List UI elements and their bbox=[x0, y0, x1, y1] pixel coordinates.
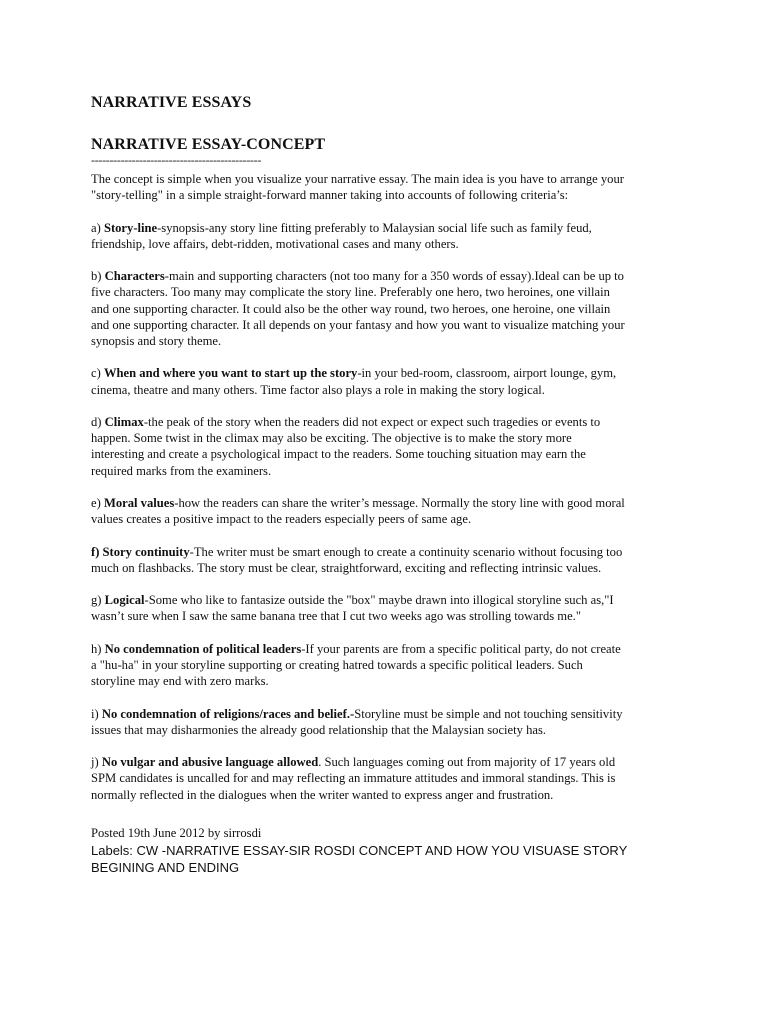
posted-info: Posted 19th June 2012 by sirrosdi bbox=[91, 826, 262, 840]
criteria-text: SPM candidates is uncalled for and may reflecting an immature attitudes and immoral standings. This is bbox=[91, 771, 616, 786]
criteria-line bbox=[91, 641, 691, 657]
criteria-text: required marks from the examiners. bbox=[91, 463, 272, 478]
criteria-line bbox=[91, 317, 691, 333]
criteria-text: -synopsis-any story line fitting preferably to Malaysian social life such as family feud, bbox=[157, 220, 592, 235]
criteria-line bbox=[91, 754, 691, 770]
criteria-line bbox=[91, 430, 691, 446]
intro-line: "story-telling" in a simple straight-forward manner taking into accounts of following criteria’s: bbox=[91, 188, 569, 203]
criteria-line bbox=[91, 608, 691, 624]
criteria-text: and one supporting character. It all depends on your fantasy and how you want to visualize matching your bbox=[91, 317, 625, 332]
criteria-prefix: c) bbox=[91, 366, 104, 381]
labels-line: Labels: CW -NARRATIVE ESSAY-SIR ROSDI CONCEPT AND HOW YOU VISUASE STORY bbox=[91, 843, 628, 858]
criteria-line bbox=[91, 673, 691, 689]
criteria-item bbox=[91, 414, 691, 479]
criteria-prefix: j) bbox=[91, 755, 102, 770]
criteria-line bbox=[91, 414, 691, 430]
criteria-text: interesting and create a psychological impact to the readers. Some touching situation may earn the bbox=[91, 447, 586, 462]
section-title: NARRATIVE ESSAY-CONCEPT bbox=[91, 136, 326, 153]
criteria-item bbox=[91, 592, 691, 624]
criteria-line bbox=[91, 382, 691, 398]
criteria-item bbox=[91, 495, 691, 527]
criteria-heading: No condemnation of political leaders bbox=[104, 641, 302, 656]
criteria-text: -The writer must be smart enough to create a continuity scenario without focusing too bbox=[189, 544, 623, 559]
criteria-text: normally reflected in the dialogues when the writer wanted to express anger and frustration. bbox=[91, 787, 554, 802]
criteria-line bbox=[91, 770, 691, 786]
criteria-text: -main and supporting characters (not too many for a 350 words of essay).Ideal can be up to bbox=[164, 269, 624, 284]
criteria-text: . Such languages coming out from majority of 17 years old bbox=[318, 755, 616, 770]
page-title: NARRATIVE ESSAYS bbox=[91, 94, 252, 111]
criteria-line bbox=[91, 268, 691, 284]
criteria-heading: Logical bbox=[104, 593, 145, 608]
criteria-text: a "hu-ha" in your storyline supporting or creating hatred towards a specific political leaders. Such bbox=[91, 657, 583, 672]
criteria-text: friendship, love affairs, debt-ridden, motivational cases and many others. bbox=[91, 236, 459, 251]
criteria-text: Storyline must be simple and not touching sensitivity bbox=[354, 706, 623, 721]
separator-rule: ---------------------------------------------- bbox=[91, 153, 262, 167]
criteria-heading: Climax bbox=[104, 414, 144, 429]
criteria-prefix: d) bbox=[91, 414, 105, 429]
criteria-text: values creates a positive impact to the readers especially peers of same age. bbox=[91, 512, 472, 527]
criteria-prefix: i) bbox=[91, 706, 102, 721]
criteria-heading: Story-line bbox=[103, 220, 158, 235]
criteria-heading: When and where you want to start up the story bbox=[103, 366, 358, 381]
criteria-text: much on flashbacks. The story must be clear, straightforward, exciting and reflecting intrinsic values. bbox=[91, 560, 602, 575]
criteria-line bbox=[91, 511, 691, 527]
criteria-item bbox=[91, 365, 691, 397]
criteria-line bbox=[91, 544, 691, 560]
criteria-line bbox=[91, 301, 691, 317]
criteria-line bbox=[91, 560, 691, 576]
criteria-line bbox=[91, 787, 691, 803]
criteria-text: five characters. Too many may complicate the story line. Preferably one hero, two heroines, one villain bbox=[91, 285, 610, 300]
criteria-line bbox=[91, 284, 691, 300]
criteria-item bbox=[91, 268, 691, 349]
labels-line: BEGINING AND ENDING bbox=[91, 860, 240, 875]
intro-line: The concept is simple when you visualize your narrative essay. The main idea is you have to arrange your bbox=[91, 172, 624, 186]
criteria-text: -in your bed-room, classroom, airport lounge, gym, bbox=[357, 366, 617, 381]
intro-paragraph bbox=[91, 171, 691, 203]
criteria-prefix: h) bbox=[91, 641, 105, 656]
criteria-heading: Moral values bbox=[103, 495, 175, 510]
criteria-line bbox=[91, 722, 691, 738]
criteria-heading: No condemnation of religions/races and belief.- bbox=[101, 706, 355, 721]
criteria-item bbox=[91, 706, 691, 738]
criteria-prefix: g) bbox=[91, 593, 105, 608]
criteria-line bbox=[91, 333, 691, 349]
criteria-prefix: e) bbox=[91, 495, 104, 510]
criteria-text: -Some who like to fantasize outside the "box" maybe drawn into illogical storyline such as,"I bbox=[144, 593, 614, 608]
criteria-item bbox=[91, 220, 691, 252]
criteria-line bbox=[91, 446, 691, 462]
article-body bbox=[91, 171, 691, 819]
criteria-text: -If your parents are from a specific political party, do not create bbox=[301, 641, 621, 656]
post-footer bbox=[91, 825, 691, 876]
criteria-list bbox=[91, 220, 691, 803]
criteria-text: happen. Some twist in the climax may also be exciting. The objective is to make the story more bbox=[91, 431, 572, 446]
criteria-text: -the peak of the story when the readers did not expect or expect such tragedies or events to bbox=[143, 414, 601, 429]
criteria-line bbox=[91, 365, 691, 381]
criteria-item bbox=[91, 754, 691, 803]
criteria-heading: f) Story continuity bbox=[91, 544, 190, 559]
criteria-line bbox=[91, 706, 691, 722]
criteria-line bbox=[91, 463, 691, 479]
criteria-heading: No vulgar and abusive language allowed bbox=[101, 755, 319, 770]
criteria-line bbox=[91, 495, 691, 511]
criteria-line bbox=[91, 657, 691, 673]
criteria-item bbox=[91, 641, 691, 690]
criteria-line bbox=[91, 592, 691, 608]
criteria-line bbox=[91, 220, 691, 236]
criteria-text: issues that may disharmonies the already good relationship that the Malaysian society has. bbox=[91, 722, 547, 737]
criteria-heading: Characters bbox=[104, 269, 165, 284]
criteria-text: synopsis and story theme. bbox=[91, 334, 222, 348]
criteria-item bbox=[91, 544, 691, 576]
criteria-text: -how the readers can share the writer’s message. Normally the story line with good moral bbox=[174, 495, 625, 510]
criteria-prefix: b) bbox=[91, 269, 105, 284]
criteria-line bbox=[91, 236, 691, 252]
criteria-text: storyline may end with zero marks. bbox=[91, 674, 269, 689]
criteria-prefix: a) bbox=[91, 220, 104, 235]
criteria-text: and one supporting character. It could also be the other way round, two heroes, one heroine, one villain bbox=[91, 301, 611, 316]
criteria-text: wasn’t sure when I saw the same banana tree that I cut two weeks ago was strolling towards me." bbox=[91, 609, 581, 624]
criteria-text: cinema, theatre and many others. Time factor also plays a role in making the story logical. bbox=[91, 382, 545, 397]
